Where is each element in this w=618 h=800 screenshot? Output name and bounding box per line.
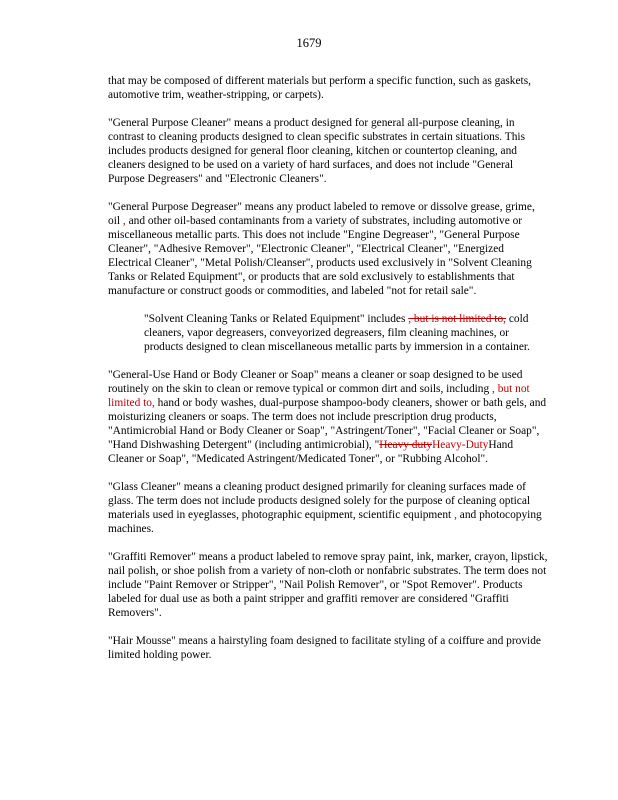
inserted-text: , xyxy=(120,215,126,227)
document-body xyxy=(108,74,548,676)
paragraph-general-use-hand-body-cleaner xyxy=(108,368,548,466)
body-text: hand or body washes, dual-purpose shampoo-body cleaners, shower or bath gels, and moisturizing cleaners or soaps. The term does not include prescription drug products, "Antimicrobial Hand or Body Cleaner or Soap", "Astringent/Toner", "Facial Cleaner or Soap", "Hand Dishwashing Detergent" (including antimicrobial), " xyxy=(108,397,547,451)
inserted-text: Heavy-Duty xyxy=(432,439,489,451)
body-text: "Glass Cleaner" means a cleaning product designed primarily for cleaning surfaces made of glass. The term does not include products designed solely for the purpose of cleaning optical materials used in eyeglasses, photographic equipment, scientific equipment xyxy=(108,481,531,521)
body-text: "General-Use Hand or Body Cleaner or Soap" means a cleaner or soap designed to be used routinely on the skin to clean or remove typical or common dirt and soils, including xyxy=(108,369,523,395)
body-text: "Solvent Cleaning Tanks or Related Equipment" includes xyxy=(144,313,409,325)
body-text: Hand Cleaner or Soap", "Medicated Astringent/Medicated Toner", or "Rubbing Alcohol". xyxy=(108,439,514,465)
paragraph-general-purpose-degreaser xyxy=(108,200,548,298)
body-text: and other oil-based contaminants from a variety of substrates, including automotive or miscellaneous metallic parts. This does not include "Engine Degreaser", "General Purpose Cleaner", "Adhesive Remover", "Electronic Cleaner", "Electrical Cleaner", "Energized Electrical Cleaner", "Metal Polish/Cleanser", products used exclusively in "Solvent Cleaning Tanks or Related Equipment", or products that are sold exclusively to establishments that manufacture or construct goods or commodities, and labeled "not for retail sale". xyxy=(108,215,532,297)
paragraph-glass-cleaner xyxy=(108,480,548,536)
paragraph-solvent-cleaning-tanks xyxy=(144,312,548,354)
body-text: cold cleaners, vapor degreasers, conveyorized degreasers, film cleaning machines, or products designed to clean miscellaneous metallic parts by immersion in a container. xyxy=(144,313,530,353)
body-text: "General Purpose Cleaner" means a product designed for general all-purpose cleaning, in contrast to cleaning products designed to clean specific substrates in certain situations. This includes products designed for general floor cleaning, kitchen or countertop cleaning, and cleaners designed to be used on a variety of hard surfaces, and does not include "General Purpose Degreasers" and "Electronic Cleaners". xyxy=(108,117,526,185)
body-text: and photocopying machines. xyxy=(108,509,542,535)
inserted-text: , but not limited to, xyxy=(108,383,530,409)
deleted-text: , but is not limited to, xyxy=(408,313,507,325)
paragraph-hair-mousse xyxy=(108,634,548,662)
paragraph-p0 xyxy=(108,74,548,102)
body-text: "Hair Mousse" means a hairstyling foam designed to facilitate styling of a coiffure and provide limited holding power. xyxy=(108,635,541,661)
body-text: "General Purpose Degreaser" means any product labeled to remove or dissolve grease, grime, oil xyxy=(108,201,535,227)
body-text: "Graffiti Remover" means a product labeled to remove spray paint, ink, marker, crayon, lipstick, nail polish, or shoe polish from a variety of non-cloth or nonfabric substrates. The term does not include "Paint Remover or Stripper", "Nail Polish Remover", or "Spot Remover". Products labeled for dual use as both a paint stripper and graffiti remover are considered "Graffiti Removers". xyxy=(108,551,548,619)
inserted-text: , xyxy=(451,509,457,521)
page-number: 1679 xyxy=(296,36,322,50)
deleted-text: Heavy duty xyxy=(379,439,433,451)
body-text: that may be composed of different materials but perform a specific function, such as gaskets, automotive trim, weather-stripping, or carpets). xyxy=(108,75,532,101)
paragraph-general-purpose-cleaner xyxy=(108,116,548,186)
paragraph-graffiti-remover xyxy=(108,550,548,620)
